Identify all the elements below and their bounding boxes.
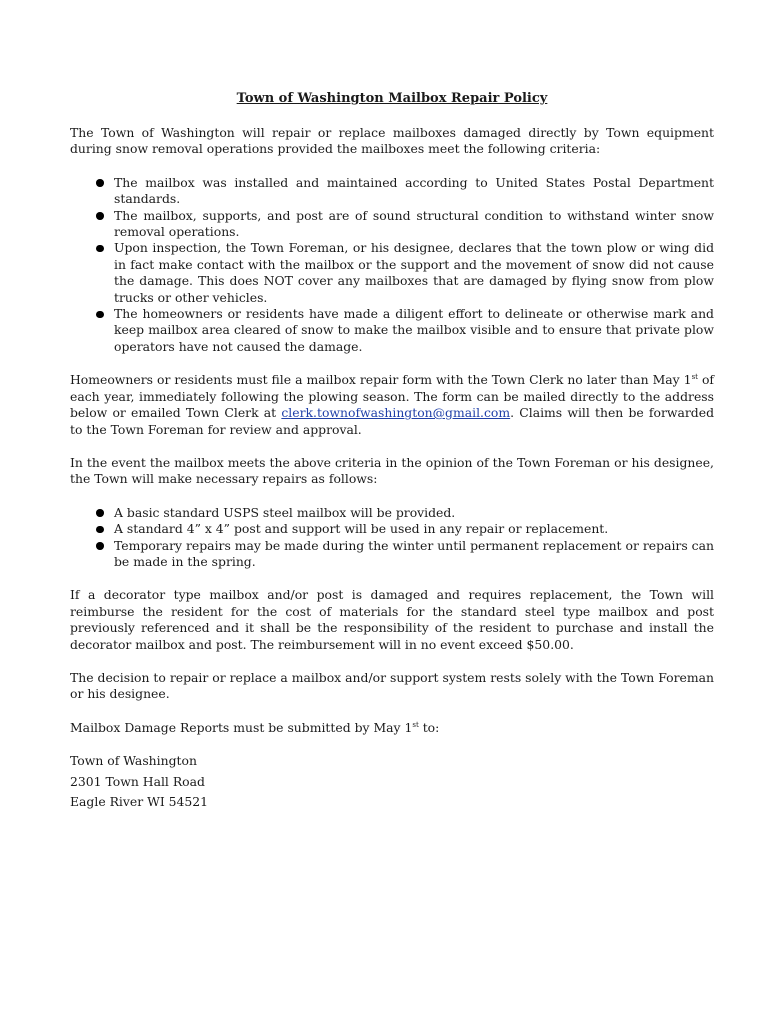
criteria-text: The mailbox was installed and maintained according to United States Postal Department standards. — [114, 174, 714, 207]
repairs-item — [96, 521, 714, 537]
filing-text-1: Homeowners or residents must file a mailbox repair form with the Town Clerk no later than May 1 — [70, 372, 692, 388]
criteria-item — [96, 175, 714, 208]
criteria-item — [96, 208, 714, 241]
repairs-intro-paragraph: In the event the mailbox meets the above criteria in the opinion of the Town Foreman or his designee, the Town will make necessary repairs as follows: — [70, 454, 714, 487]
repairs-text: A standard 4” x 4” post and support will be used in any repair or replacement. — [114, 521, 609, 537]
bullet-icon — [96, 245, 104, 253]
decision-paragraph: The decision to repair or replace a mailbox and/or support system rests solely with the Town Foreman or his designee. — [70, 669, 714, 702]
address-line-city: Eagle River WI 54521 — [70, 794, 209, 809]
bullet-icon — [96, 526, 104, 534]
criteria-text: Upon inspection, the Town Foreman, or his designee, declares that the town plow or wing did in fact make contact with the mailbox or the support and the movement of snow did not cause the damage. This does NOT cover any mailboxes that are damaged by flying snow from plow trucks or other vehicles. — [114, 240, 714, 305]
clerk-email-link[interactable]: clerk.townofwashington@gmail.com — [281, 405, 511, 421]
filing-paragraph — [70, 372, 714, 438]
document-title: Town of Washington Mailbox Repair Policy — [236, 91, 548, 106]
bullet-icon — [96, 311, 104, 319]
repairs-text: Temporary repairs may be made during the winter until permanent replacement or repairs can be made in the spring. — [114, 537, 714, 569]
mailing-address — [70, 753, 714, 810]
criteria-list — [70, 175, 714, 355]
deadline-text-2: to: — [418, 719, 440, 735]
filing-superscript: st — [691, 373, 698, 382]
bullet-icon — [96, 542, 104, 550]
deadline-text-1: Mailbox Damage Reports must be submitted by May 1 — [70, 719, 413, 735]
bullet-icon — [96, 212, 104, 220]
repairs-item — [96, 505, 714, 521]
criteria-item — [96, 306, 714, 355]
repairs-list — [70, 505, 714, 571]
address-line-name: Town of Washington — [70, 753, 197, 769]
filing-text-3: . Claims will then be forwarded to the Town Foreman for review and approval. — [70, 405, 715, 437]
repairs-text: A basic standard USPS steel mailbox will be provided. — [114, 504, 456, 520]
deadline-paragraph — [70, 720, 714, 736]
address-line-street: 2301 Town Hall Road — [70, 773, 205, 789]
criteria-text: The homeowners or residents have made a diligent effort to delineate or otherwise mark and keep mailbox area cleared of snow to make the mailbox visible and to ensure that private plow operators have not caused the damage. — [114, 306, 714, 354]
criteria-item — [96, 240, 714, 306]
decorator-paragraph: If a decorator type mailbox and/or post is damaged and requires replacement, the Town will reimburse the resident for the cost of materials for the standard steel type mailbox and post previously referenced and it shall be the responsibility of the resident to purchase and install the decorator mailbox and post. The reimbursement will in no event exceed $50.00. — [70, 587, 714, 652]
intro-paragraph: The Town of Washington will repair or replace mailboxes damaged directly by Town equipment during snow removal operations provided the mailboxes meet the following criteria: — [70, 125, 714, 157]
document-body — [70, 90, 714, 814]
filing-text-2: of each year, immediately following the plowing season. The form can be mailed directly to the address below or emailed Town Clerk at — [70, 372, 714, 421]
bullet-icon — [96, 509, 104, 517]
criteria-text: The mailbox, supports, and post are of sound structural condition to withstand winter snow removal operations. — [114, 207, 714, 240]
bullet-icon — [96, 179, 104, 187]
repairs-item — [96, 538, 714, 571]
deadline-superscript: st — [412, 720, 419, 729]
